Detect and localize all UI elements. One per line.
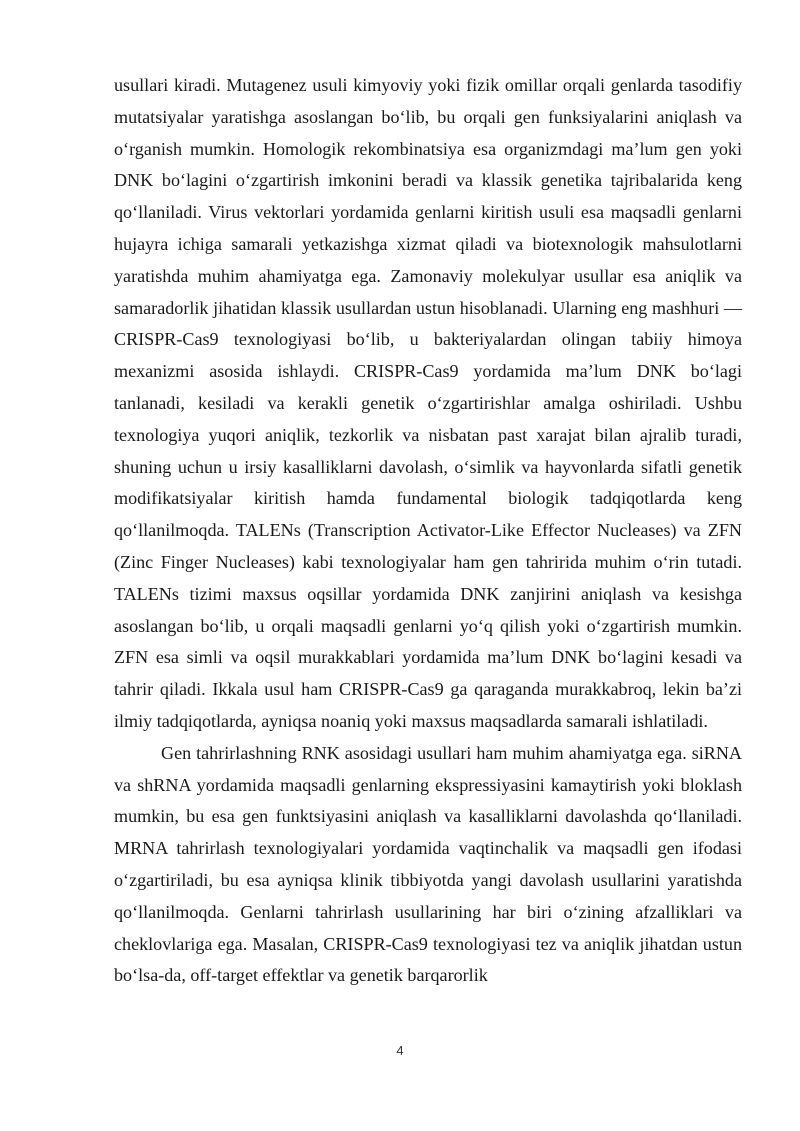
body-text: [114, 70, 742, 992]
paragraph-continued: usullari kiradi. Mutagenez usuli kimyoviy yoki fizik omillar orqali genlarda tasodifiy mutatsiyalar yaratishga asoslangan bo‘lib, bu orqali gen funksiyalarini aniqlash va o‘rganish mumkin. Homologik rekombinatsiya esa organizmdagi ma’lum gen yoki DNK bo‘lagini o‘zgartirish imkonini beradi va klassik genetika tajribalarida keng qo‘llaniladi. Virus vektorlari yordamida genlarni kiritish usuli esa maqsadli genlarni hujayra ichiga samarali yetkazishga xizmat qiladi va biotexnologik mahsulotlarni yaratishda muhim ahamiyatga ega. Zamonaviy molekulyar usullar esa aniqlik va samaradorlik jihatidan klassik usullardan ustun hisoblanadi. Ularning eng mashhuri — CRISPR-Cas9 texnologiyasi bo‘lib, u bakteriyalardan olingan tabiiy himoya mexanizmi asosida ishlaydi. CRISPR-Cas9 yordamida ma’lum DNK bo‘lagi tanlanadi, kesiladi va kerakli genetik o‘zgartirishlar amalga oshiriladi. Ushbu texnologiya yuqori aniqlik, tezkorlik va nisbatan past xarajat bilan ajralib turadi, shuning uchun u irsiy kasalliklarni davolash, o‘simlik va hayvonlarda sifatli genetik modifikatsiyalar kiritish hamda fundamental biologik tadqiqotlarda keng qo‘llanilmoqda. TALENs (Transcription Activator-Like Effector Nucleases) va ZFN (Zinc Finger Nucleases) kabi texnologiyalar ham gen tahririda muhim o‘rin tutadi. TALENs tizimi maxsus oqsillar yordamida DNK zanjirini aniqlash va kesishga asoslangan bo‘lib, u orqali maqsadli genlarni yo‘q qilish yoki o‘zgartirish mumkin. ZFN esa simli va oqsil murakkablari yordamida ma’lum DNK bo‘lagini kesadi va tahrir qiladi. Ikkala usul ham CRISPR-Cas9 ga qaraganda murakkabroq, lekin ba’zi ilmiy tadqiqotlarda, ayniqsa noaniq yoki maxsus maqsadlarda samarali ishlatiladi.: [114, 75, 742, 731]
page-number: 4: [396, 1043, 404, 1058]
paragraph-rna-methods: Gen tahrirlashning RNK asosidagi usullari ham muhim ahamiyatga ega. siRNA va shRNA yordamida maqsadli genlarning ekspressiyasini kamaytirish yoki bloklash mumkin, bu esa gen funktsiyasini aniqlash va kasalliklarni davolashda qo‘llaniladi. MRNA tahrirlash texnologiyalari yordamida vaqtinchalik va maqsadli gen ifodasi o‘zgartiriladi, bu esa ayniqsa klinik tibbiyotda yangi davolash usullarini yaratishda qo‘llanilmoqda. Genlarni tahrirlash usullarining har biri o‘zining afzalliklari va cheklovlariga ega. Masalan, CRISPR-Cas9 texnologiyasi tez va aniqlik jihatdan ustun bo‘lsa-da, off-target effektlar va genetik barqarorlik: [114, 742, 742, 986]
